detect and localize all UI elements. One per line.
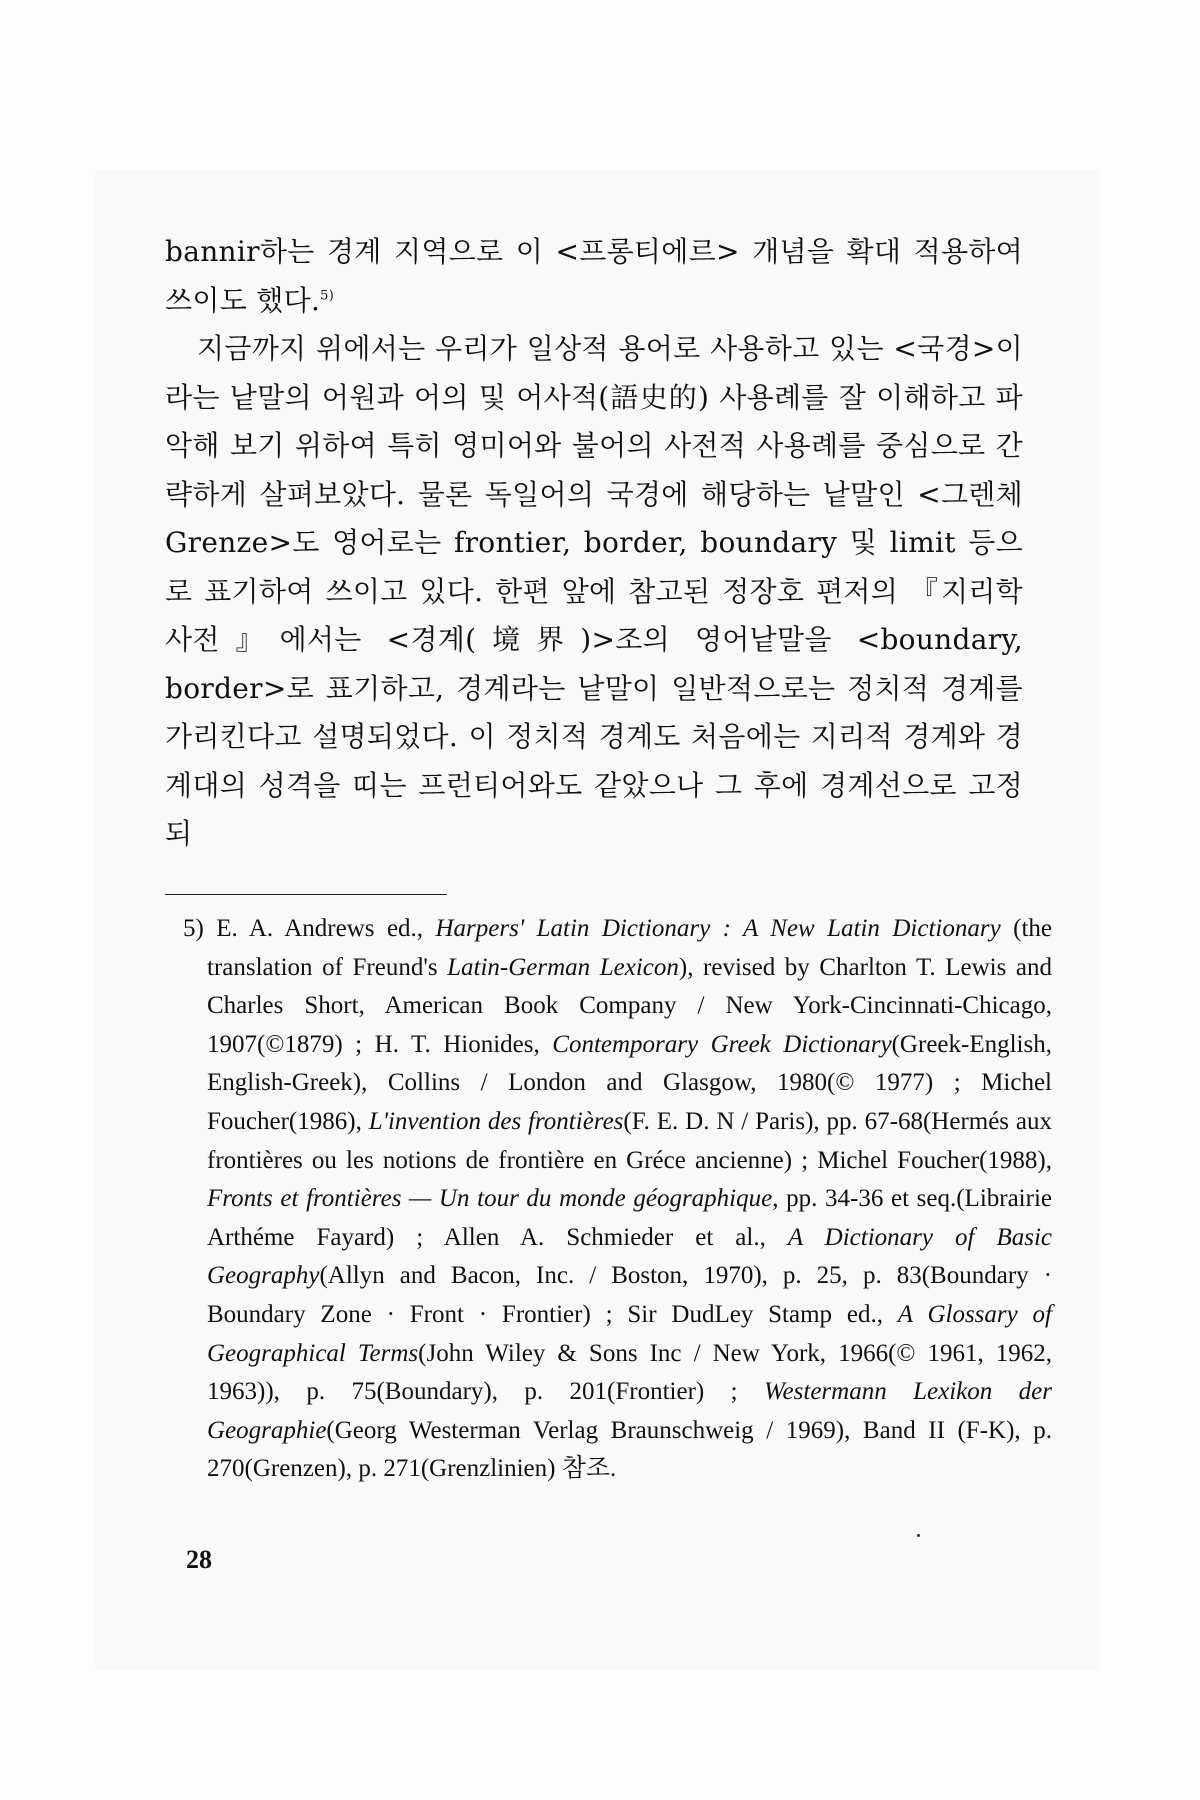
footnote-segment: E. A. Andrews ed., [216,915,436,942]
footnote-segment: (F. E. D. N / Paris), pp. 67-68(Hermés aux frontières ou les notions de frontière en Gréce ancienne) ; Michel Foucher(1988), [207,1107,1053,1174]
footnote-title: A Glossary of Geographical Terms [207,1300,1052,1367]
footnote-reference: 5) [320,288,335,304]
footnote-title: A Dictionary of Basic Geography [207,1223,1052,1290]
scan-speck [917,1534,920,1537]
footnote-segment: (Greek-English, English-Greek), Collins / London and Glasgow, 1980(© 1977) ; Michel Foucher(1986), [207,1030,1052,1135]
paragraph-1-text: bannir하는 경계 지역으로 이 <프롱티에르> 개념을 확대 적용하여 쓰이도 했다. [165,235,1023,317]
footnote-divider [165,894,447,895]
footnote-segment: (the translation of Freund's [207,915,1053,981]
page-number: 28 [186,1545,212,1574]
footnote-segment: , pp. 34-36 et seq.(Librairie Arthéme Fayard) ; Allen A. Schmieder et al., [207,1185,1052,1251]
footnote-title: Fronts et frontières — Un tour du monde géographique [207,1185,773,1213]
footnote-segment: ), revised by Charlton T. Lewis and Charles Short, American Book Company / New York-Cincinnati-Chicago, 1907(©1879) ; H. T. Hionides, [207,953,1052,1058]
footnote-segment: (Georg Westerman Verlag Braunschweig / 1969), Band II (F-K), p. 270(Grenzen), p. 271(Grenzlinien) 참조. [207,1416,1052,1483]
footnote-segment: (John Wiley & Sons Inc / New York, 1966(© 1961, 1962, 1963)), p. 75(Boundary), p. 201(Frontier) ; [207,1339,1052,1406]
footnote-title: Contemporary Greek Dictionary [552,1030,892,1058]
footnote-title: Harpers' Latin Dictionary : A New Latin Dictionary [435,915,1001,942]
paragraph-2: 지금까지 위에서는 우리가 일상적 용어로 사용하고 있는 <국경>이라는 낱말의 어원과 어의 및 어사적(語史的) 사용례를 잘 이해하고 파악해 보기 위하여 특히 영미어와 불어의 사전적 사용례를 중심으로 간략하게 살펴보았다. 물론 독일어의 국경에 해당하는 낱말인 <그렌체 Grenze>도 영어로는 frontier, border, boundary 및 limit 등으로 표기하여 쓰이고 있다. 한편 앞에 참고된 정장호 편저의 『지리학사전』에서는 <경계(境界)>조의 영어낱말을 <boundary, border>로 표기하고, 경계라는 낱말이 일반적으로는 정치적 경계를 가리킨다고 설명되었다. 이 정치적 경계도 처음에는 지리적 경계와 경계대의 성격을 띠는 프런티어와도 같았으나 그 후에 경계선으로 고정되 [165,332,1023,850]
footnote-title: Latin-German Lexicon [447,953,679,981]
footnote-number: 5) [183,915,204,942]
footnote-segment: (Allyn and Bacon, Inc. / Boston, 1970), p. 25, p. 83(Boundary · Boundary Zone · Front · Frontier) ; Sir DudLey Stamp ed., [207,1262,1052,1328]
footnote-title: Westermann Lexikon der Geographie [207,1378,1052,1444]
paragraph-1 [165,228,1023,325]
footnote-5 [183,910,1052,1489]
main-text [165,228,1023,859]
footnote-title: L'invention des frontières [368,1107,624,1135]
